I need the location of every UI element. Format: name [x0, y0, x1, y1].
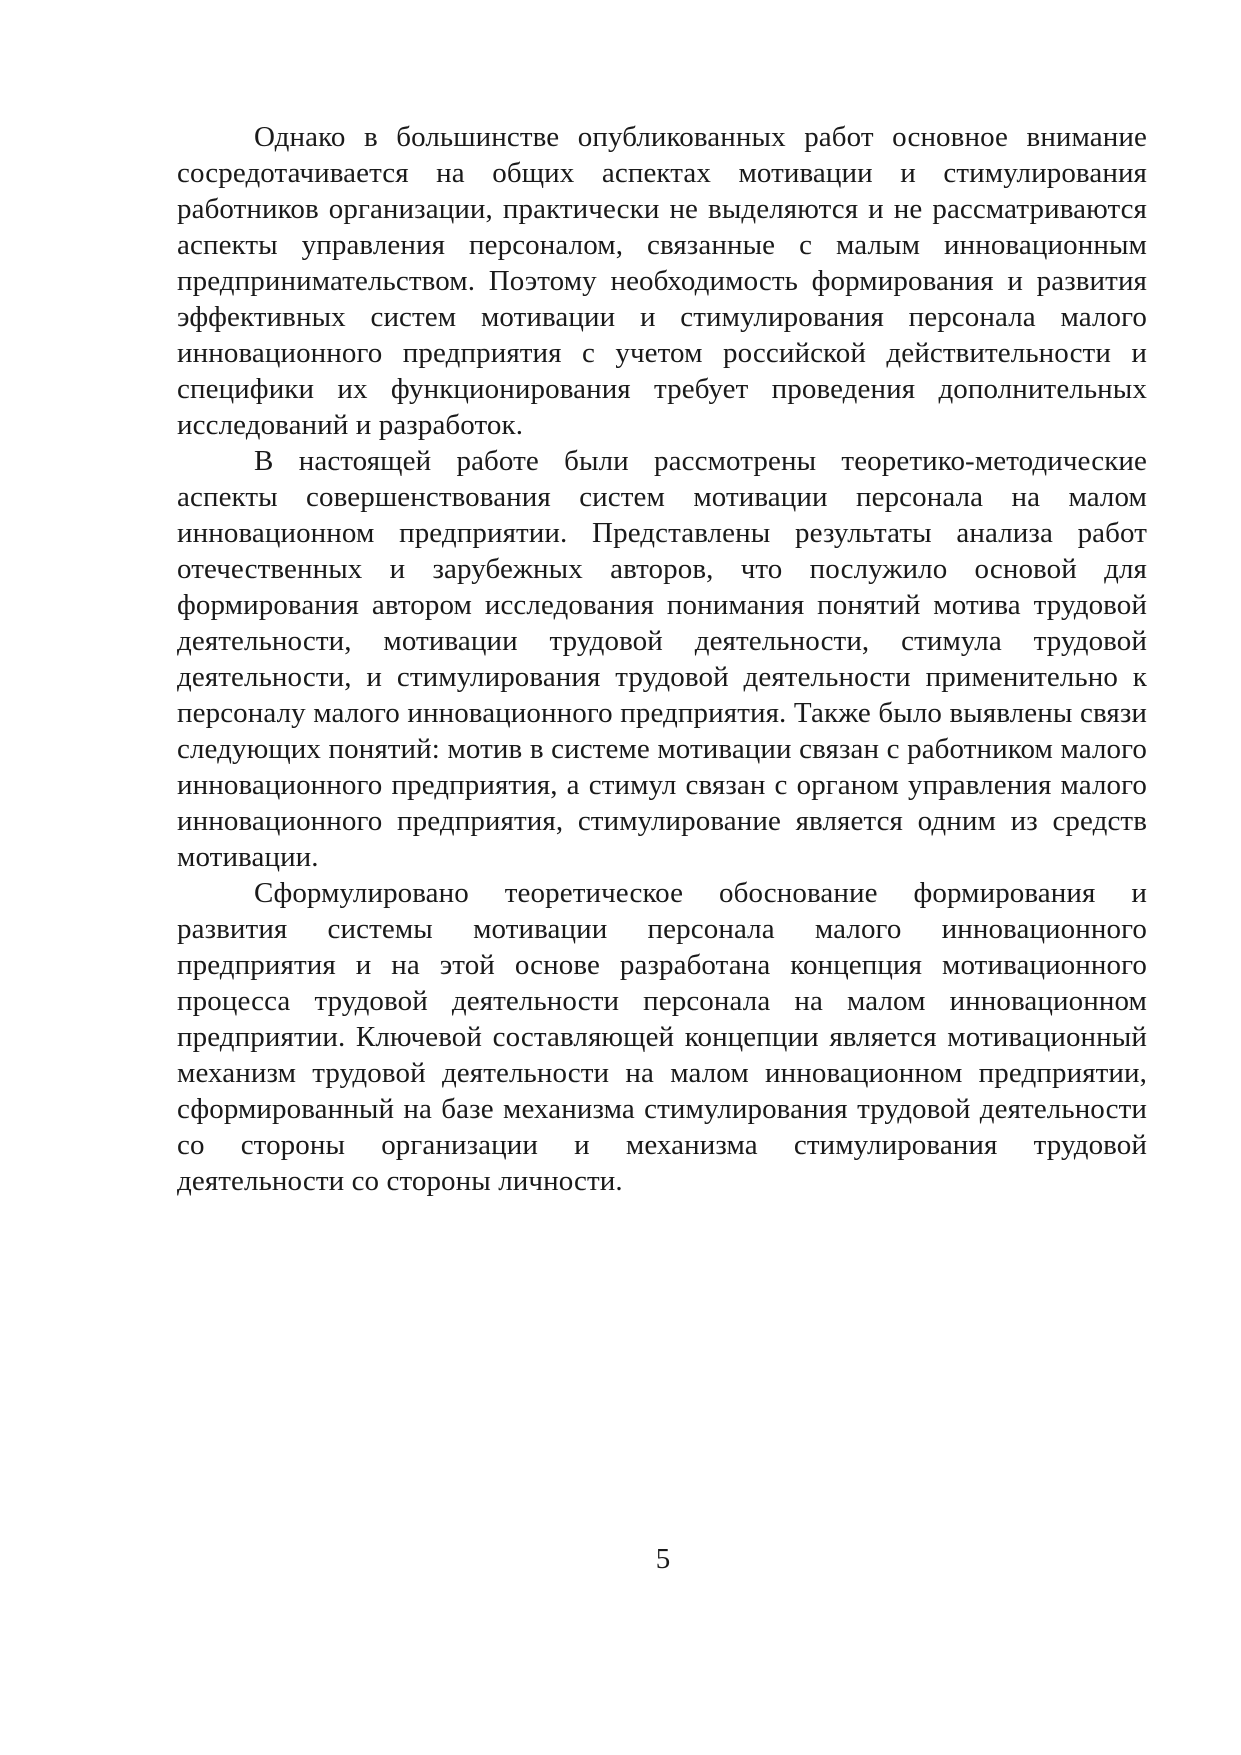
paragraph-3: Сформулировано теоретическое обоснование формирования и развития системы мотивации персонала малого инновационного предприятия и на этой основе разработана концепция мотивационного процесса трудовой деятельности персонала на малом инновационном предприятии. Ключевой составляющей концепции является мотивационный механизм трудовой деятельности на малом инновационном предприятии, сформированный на базе механизма стимулирования трудовой деятельности со стороны организации и механизма стимулирования трудовой деятельности со стороны личности. [177, 877, 1147, 1197]
body-text [177, 119, 1147, 1199]
paragraph-2: В настоящей работе были рассмотрены теоретико-методические аспекты совершенствования систем мотивации персонала на малом инновационном предприятии. Представлены результаты анализа работ отечественных и зарубежных авторов, что послужило основой для формирования автором исследования понимания понятий мотива трудовой деятельности, мотивации трудовой деятельности, стимула трудовой деятельности, и стимулирования трудовой деятельности применительно к персоналу малого инновационного предприятия. Также было выявлены связи следующих понятий: мотив в системе мотивации связан с работником малого инновационного предприятия, а стимул связан с органом управления малого инновационного предприятия, стимулирование является одним из средств мотивации. [177, 445, 1147, 873]
paragraph-1: Однако в большинстве опубликованных работ основное внимание сосредотачивается на общих аспектах мотивации и стимулирования работников организации, практически не выделяются и не рассматриваются аспекты управления персоналом, связанные с малым инновационным предпринимательством. Поэтому необходимость формирования и развития эффективных систем мотивации и стимулирования персонала малого инновационного предприятия с учетом российской действительности и специфики их функционирования требует проведения дополнительных исследований и разработок. [177, 121, 1147, 441]
page-number: 5 [655, 1543, 671, 1575]
